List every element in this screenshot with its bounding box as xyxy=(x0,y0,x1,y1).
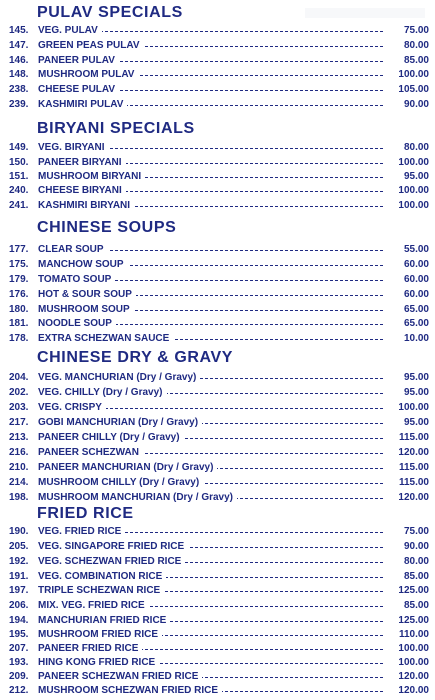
menu-item xyxy=(0,259,435,273)
menu-item xyxy=(0,372,435,386)
item-price: 125.00 xyxy=(385,615,429,626)
menu-item xyxy=(0,432,435,446)
item-number: 175. xyxy=(9,259,29,270)
item-price: 115.00 xyxy=(385,432,429,443)
item-name: VEG. COMBINATION RICE xyxy=(38,571,166,582)
item-number: 198. xyxy=(9,492,29,503)
item-price: 85.00 xyxy=(385,600,429,611)
item-name: MANCHOW SOUP xyxy=(38,259,128,270)
item-price: 65.00 xyxy=(385,304,429,315)
menu-item xyxy=(0,387,435,401)
item-price: 85.00 xyxy=(385,55,429,66)
item-name: CLEAR SOUP xyxy=(38,244,108,255)
item-name: VEG. MANCHURIAN (Dry / Gravy) xyxy=(38,372,200,383)
menu-item xyxy=(0,600,435,614)
item-name: MUSHROOM PULAV xyxy=(38,69,138,80)
item-number: 177. xyxy=(9,244,29,255)
menu-item xyxy=(0,318,435,332)
menu-item xyxy=(0,99,435,113)
menu-item xyxy=(0,585,435,599)
section-title: BIRYANI SPECIALS xyxy=(37,120,195,137)
menu-item xyxy=(0,40,435,54)
item-number: 209. xyxy=(9,671,29,682)
menu-item xyxy=(0,643,435,657)
menu-item xyxy=(0,671,435,685)
item-price: 125.00 xyxy=(385,585,429,596)
item-name: PANEER FRIED RICE xyxy=(38,643,142,654)
item-name: NOODLE SOUP xyxy=(38,318,116,329)
item-name: MUSHROOM FRIED RICE xyxy=(38,629,162,640)
item-number: 191. xyxy=(9,571,29,582)
item-name: MANCHURIAN FRIED RICE xyxy=(38,615,170,626)
item-name: PANEER PULAV xyxy=(38,55,119,66)
item-name: HOT & SOUR SOUP xyxy=(38,289,136,300)
item-name: CHEESE PULAV xyxy=(38,84,119,95)
background-watermark xyxy=(305,8,425,18)
menu-item xyxy=(0,25,435,39)
item-name: VEG. SINGAPORE FRIED RICE xyxy=(38,541,188,552)
item-name: MUSHROOM BIRYANI xyxy=(38,171,145,182)
menu-item xyxy=(0,84,435,98)
item-number: 239. xyxy=(9,99,29,110)
menu-item xyxy=(0,274,435,288)
item-number: 210. xyxy=(9,462,29,473)
item-price: 100.00 xyxy=(385,185,429,196)
item-number: 240. xyxy=(9,185,29,196)
section-title: CHINESE SOUPS xyxy=(37,219,177,236)
item-name: MUSHROOM CHILLY (Dry / Gravy) xyxy=(38,477,203,488)
item-number: 197. xyxy=(9,585,29,596)
item-price: 95.00 xyxy=(385,372,429,383)
item-name: KASHMIRI PULAV xyxy=(38,99,127,110)
item-number: 241. xyxy=(9,200,29,211)
item-price: 60.00 xyxy=(385,259,429,270)
item-number: 204. xyxy=(9,372,29,383)
menu-item xyxy=(0,556,435,570)
item-price: 95.00 xyxy=(385,417,429,428)
section-title: CHINESE DRY & GRAVY xyxy=(37,349,234,366)
item-number: 195. xyxy=(9,629,29,640)
item-name: PANEER SCHEZWAN FRIED RICE xyxy=(38,671,202,682)
item-price: 100.00 xyxy=(385,157,429,168)
item-name: PANEER BIRYANI xyxy=(38,157,126,168)
item-price: 80.00 xyxy=(385,556,429,567)
menu-item xyxy=(0,447,435,461)
item-price: 75.00 xyxy=(385,25,429,36)
item-price: 105.00 xyxy=(385,84,429,95)
item-price: 10.00 xyxy=(385,333,429,344)
item-name: VEG. FRIED RICE xyxy=(38,526,125,537)
menu-item xyxy=(0,615,435,629)
item-price: 75.00 xyxy=(385,526,429,537)
item-name: CHEESE BIRYANI xyxy=(38,185,126,196)
item-price: 100.00 xyxy=(385,657,429,668)
item-name: VEG. PULAV xyxy=(38,25,102,36)
item-number: 203. xyxy=(9,402,29,413)
menu-item xyxy=(0,185,435,199)
item-name: MUSHROOM SOUP xyxy=(38,304,134,315)
menu-item xyxy=(0,69,435,83)
item-name: EXTRA SCHEZWAN SAUCE xyxy=(38,333,173,344)
menu-item xyxy=(0,462,435,476)
item-name: VEG. BIRYANI xyxy=(38,142,109,153)
menu-item xyxy=(0,657,435,671)
menu-item xyxy=(0,477,435,491)
item-price: 120.00 xyxy=(385,685,429,696)
menu-item xyxy=(0,492,435,506)
item-name: TOMATO SOUP xyxy=(38,274,115,285)
item-price: 95.00 xyxy=(385,387,429,398)
item-number: 180. xyxy=(9,304,29,315)
item-number: 193. xyxy=(9,657,29,668)
item-price: 100.00 xyxy=(385,69,429,80)
item-price: 120.00 xyxy=(385,492,429,503)
section-title: FRIED RICE xyxy=(37,505,134,522)
item-price: 120.00 xyxy=(385,447,429,458)
item-number: 205. xyxy=(9,541,29,552)
menu-item xyxy=(0,304,435,318)
item-price: 115.00 xyxy=(385,462,429,473)
item-number: 213. xyxy=(9,432,29,443)
item-name: MUSHROOM MANCHURIAN (Dry / Gravy) xyxy=(38,492,237,503)
menu-item xyxy=(0,685,435,699)
menu-item xyxy=(0,200,435,214)
menu-item xyxy=(0,629,435,643)
item-price: 60.00 xyxy=(385,274,429,285)
menu-item xyxy=(0,171,435,185)
item-name: HING KONG FRIED RICE xyxy=(38,657,159,668)
menu-item xyxy=(0,244,435,258)
menu-item xyxy=(0,142,435,156)
item-price: 120.00 xyxy=(385,671,429,682)
item-name: VEG. CHILLY (Dry / Gravy) xyxy=(38,387,167,398)
item-number: 206. xyxy=(9,600,29,611)
item-price: 65.00 xyxy=(385,318,429,329)
item-price: 80.00 xyxy=(385,142,429,153)
menu-item xyxy=(0,417,435,431)
menu-item xyxy=(0,289,435,303)
menu-item xyxy=(0,157,435,171)
item-number: 238. xyxy=(9,84,29,95)
item-price: 90.00 xyxy=(385,541,429,552)
item-price: 90.00 xyxy=(385,99,429,110)
item-price: 100.00 xyxy=(385,643,429,654)
item-name: TRIPLE SCHEZWAN RICE xyxy=(38,585,164,596)
item-price: 60.00 xyxy=(385,289,429,300)
item-number: 148. xyxy=(9,69,29,80)
item-number: 146. xyxy=(9,55,29,66)
menu-item xyxy=(0,526,435,540)
item-number: 176. xyxy=(9,289,29,300)
item-number: 150. xyxy=(9,157,29,168)
item-number: 192. xyxy=(9,556,29,567)
item-price: 110.00 xyxy=(385,629,429,640)
item-price: 85.00 xyxy=(385,571,429,582)
item-number: 179. xyxy=(9,274,29,285)
item-price: 115.00 xyxy=(385,477,429,488)
item-number: 216. xyxy=(9,447,29,458)
item-number: 149. xyxy=(9,142,29,153)
item-name: KASHMIRI BIRYANI xyxy=(38,200,134,211)
item-name: GREEN PEAS PULAV xyxy=(38,40,144,51)
item-price: 95.00 xyxy=(385,171,429,182)
item-number: 202. xyxy=(9,387,29,398)
item-price: 100.00 xyxy=(385,402,429,413)
item-number: 151. xyxy=(9,171,29,182)
section-title: PULAV SPECIALS xyxy=(37,4,183,21)
menu-item xyxy=(0,55,435,69)
item-number: 145. xyxy=(9,25,29,36)
item-number: 178. xyxy=(9,333,29,344)
item-name: PANEER MANCHURIAN (Dry / Gravy) xyxy=(38,462,217,473)
item-name: GOBI MANCHURIAN (Dry / Gravy) xyxy=(38,417,202,428)
item-name: MUSHROOM SCHEZWAN FRIED RICE xyxy=(38,685,222,696)
item-name: MIX. VEG. FRIED RICE xyxy=(38,600,149,611)
item-price: 55.00 xyxy=(385,244,429,255)
item-number: 217. xyxy=(9,417,29,428)
item-number: 214. xyxy=(9,477,29,488)
item-number: 190. xyxy=(9,526,29,537)
item-price: 80.00 xyxy=(385,40,429,51)
item-name: PANEER CHILLY (Dry / Gravy) xyxy=(38,432,184,443)
item-number: 207. xyxy=(9,643,29,654)
item-name: VEG. SCHEZWAN FRIED RICE xyxy=(38,556,185,567)
item-name: VEG. CRISPY xyxy=(38,402,106,413)
item-name: PANEER SCHEZWAN xyxy=(38,447,143,458)
menu-item xyxy=(0,541,435,555)
item-number: 194. xyxy=(9,615,29,626)
menu-item xyxy=(0,402,435,416)
item-number: 212. xyxy=(9,685,29,696)
item-number: 147. xyxy=(9,40,29,51)
item-price: 100.00 xyxy=(385,200,429,211)
item-number: 181. xyxy=(9,318,29,329)
menu-item xyxy=(0,333,435,347)
menu-item xyxy=(0,571,435,585)
